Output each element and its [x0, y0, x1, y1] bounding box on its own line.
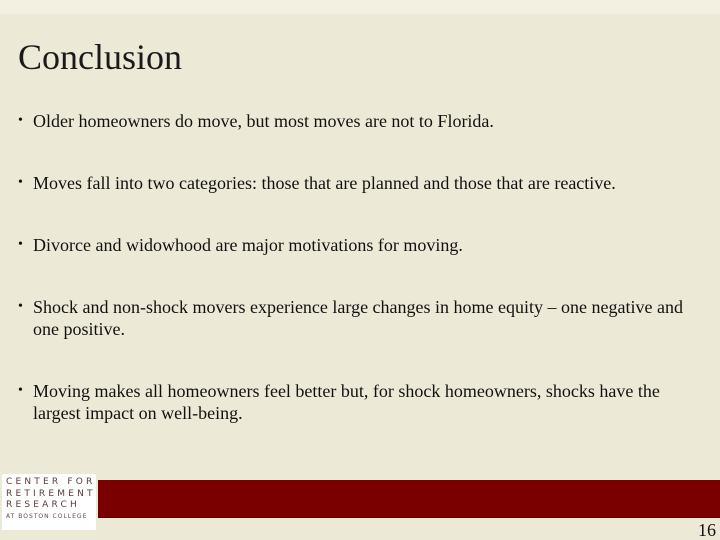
- bullet-marker: •: [18, 299, 23, 314]
- bullet-item-3: [18, 234, 708, 256]
- crr-logo: [2, 474, 96, 530]
- bullet-text: Divorce and widowhood are major motivations for moving.: [33, 235, 463, 255]
- bullet-item-2: [18, 172, 708, 194]
- bullet-marker: •: [18, 237, 23, 252]
- bullet-text: Shock and non-shock movers experience large changes in home equity – one negative and one positive.: [33, 297, 683, 339]
- bullet-text: Older homeowners do move, but most moves are not to Florida.: [33, 111, 494, 131]
- bullet-text: Moving makes all homeowners feel better but, for shock homeowners, shocks have the largest impact on well-being.: [33, 381, 660, 423]
- logo-line-research: RESEARCH: [6, 500, 80, 510]
- bullet-item-4: [18, 296, 708, 340]
- top-rule: [0, 0, 720, 14]
- logo-line-retirement: RETIREMENT: [6, 488, 96, 499]
- footer-bar: [98, 480, 720, 518]
- logo-line-boston-college: AT BOSTON COLLEGE: [6, 512, 88, 520]
- slide-title: Conclusion: [18, 37, 183, 77]
- bullet-marker: •: [18, 383, 23, 398]
- bullet-marker: •: [18, 113, 23, 128]
- bullet-marker: •: [18, 175, 23, 190]
- bullet-list: [18, 110, 708, 424]
- page-number: 16: [698, 520, 716, 540]
- bullet-item-5: [18, 380, 708, 424]
- bullet-item-1: [18, 110, 708, 132]
- logo-line-center-for: CENTER FOR: [6, 477, 96, 487]
- bullet-text: Moves fall into two categories: those that are planned and those that are reactive.: [33, 173, 616, 193]
